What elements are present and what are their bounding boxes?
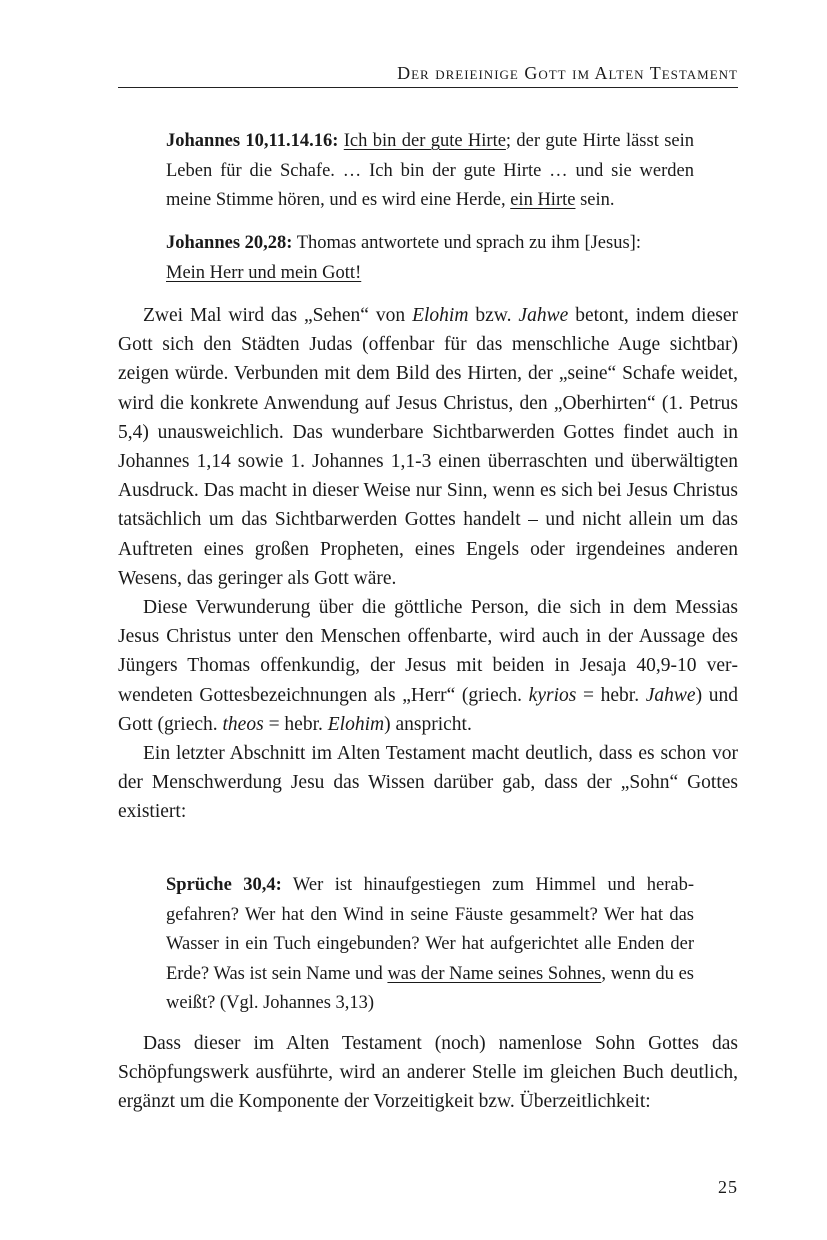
bible-quote-sprueche-30 (166, 871, 694, 1019)
text-run: ) anspricht. (384, 713, 472, 735)
quote-text: ; der gute Hirte lässt sein Leben für die Schafe. … Ich bin der gute Hirte … und sie werden meine Stimme hören, und es wird eine Herde, (166, 131, 694, 210)
quote-text: Wer ist hinaufgestiegen zum Himmel und herabgefahren? Wer hat den Wind in seine Fäuste gesammelt? Wer hat das Wasser in ein Tuch eingebunden? Wer hat aufgerichtet alle Enden der Erde? Was ist sein Name und (166, 875, 695, 984)
italic-term: Elohim (412, 305, 469, 326)
text-run: bzw. (468, 305, 519, 326)
paragraph: Dass dieser im Alten Testament (noch) namenlose Sohn Gottes das Schöpfungswerk ausführte, wird an anderer Stelle im gleichen Buch deutlich, ergänzt um die Komponente der Vorzeitigkeit bzw. Überzeitlichkeit: (118, 1033, 738, 1113)
quote-line (166, 229, 694, 259)
text-run: = hebr. (576, 684, 646, 706)
italic-term: Jahwe (518, 305, 569, 326)
underlined-phrase: Ich bin der gute Hirte (343, 131, 506, 151)
running-header: Der dreieinige Gott im Alten Testament (118, 62, 738, 88)
bible-quote-johannes-10 (166, 127, 694, 216)
paragraph: Ein letzter Abschnitt im Alten Testament macht deutlich, dass es schon vor der Menschwerdung Jesu das Wissen darüber gab, dass der „Sohn“ Gottes existiert: (118, 743, 738, 823)
underlined-phrase: ein Hirte (510, 190, 576, 210)
verse-reference: Johannes 10,11.14.16: (166, 131, 339, 151)
body-section-1 (118, 301, 738, 827)
page-number: 25 (718, 1177, 738, 1197)
text-run: betont, indem dieser Gott sich den Städten Judas (offenbar für das menschliche Auge sichtbar) zeigen würde. Verbunden mit dem Bild des Hirten, der „seine“ Schafe weidet, wird die konkrete Anwendung auf Jesus Christus, den „Oberhirten“ (1. Petrus 5,4) unausweichlich. Das wunderbare Sichtbarwerden Gottes findet auch in Johannes 1,14 sowie 1. Johannes 1,1-3 einen überraschten und überwältigten Ausdruck. Das macht in dieser Weise nur Sinn, wenn es sich bei Jesus Christus tatsächlich um das Sichtbarwerden Gottes handelt – und nicht allein um das Auftreten eines großen Propheten, eines Engels oder irgendeines anderen Wesens, das geringer als Gott wäre. (118, 305, 738, 589)
verse-reference: Sprüche 30,4: (166, 875, 282, 895)
paragraph (118, 301, 738, 593)
underlined-phrase: Mein Herr und mein Gott! (166, 262, 362, 283)
italic-term: Jahwe (645, 684, 696, 706)
quote-text: sein. (575, 190, 615, 210)
text-run: ) und Gott (griech. (118, 684, 738, 735)
quote-text: Thomas antwortete und sprach zu ihm [Jesus]: (292, 233, 641, 253)
underlined-phrase: was der Name seines Sohnes (387, 963, 602, 984)
text-run: Diese Verwunderung über die göttliche Person, die sich in dem Messias Jesus Christus unter den Menschen offenbarte, wird auch in der Aussage des Jüngers Thomas offenkundig, der Jesus mit beiden in Jesaja 40,9-10 verwendeten Gottesbezeichnungen als „Herr“ (griech. (118, 597, 738, 706)
paragraph (118, 593, 738, 739)
quote-text: , wenn du es weißt? (Vgl. Johannes 3,13) (166, 963, 694, 1013)
text-run: Zwei Mal wird das „Sehen“ von (143, 305, 413, 326)
body-section-2 (118, 1029, 738, 1117)
italic-term: Elohim (327, 713, 385, 735)
text-run: = hebr. (263, 713, 328, 735)
italic-term: kyrios (528, 684, 577, 706)
italic-term: theos (222, 713, 264, 735)
bible-quote-johannes-20 (166, 229, 694, 288)
verse-reference: Johannes 20,28: (166, 233, 293, 253)
